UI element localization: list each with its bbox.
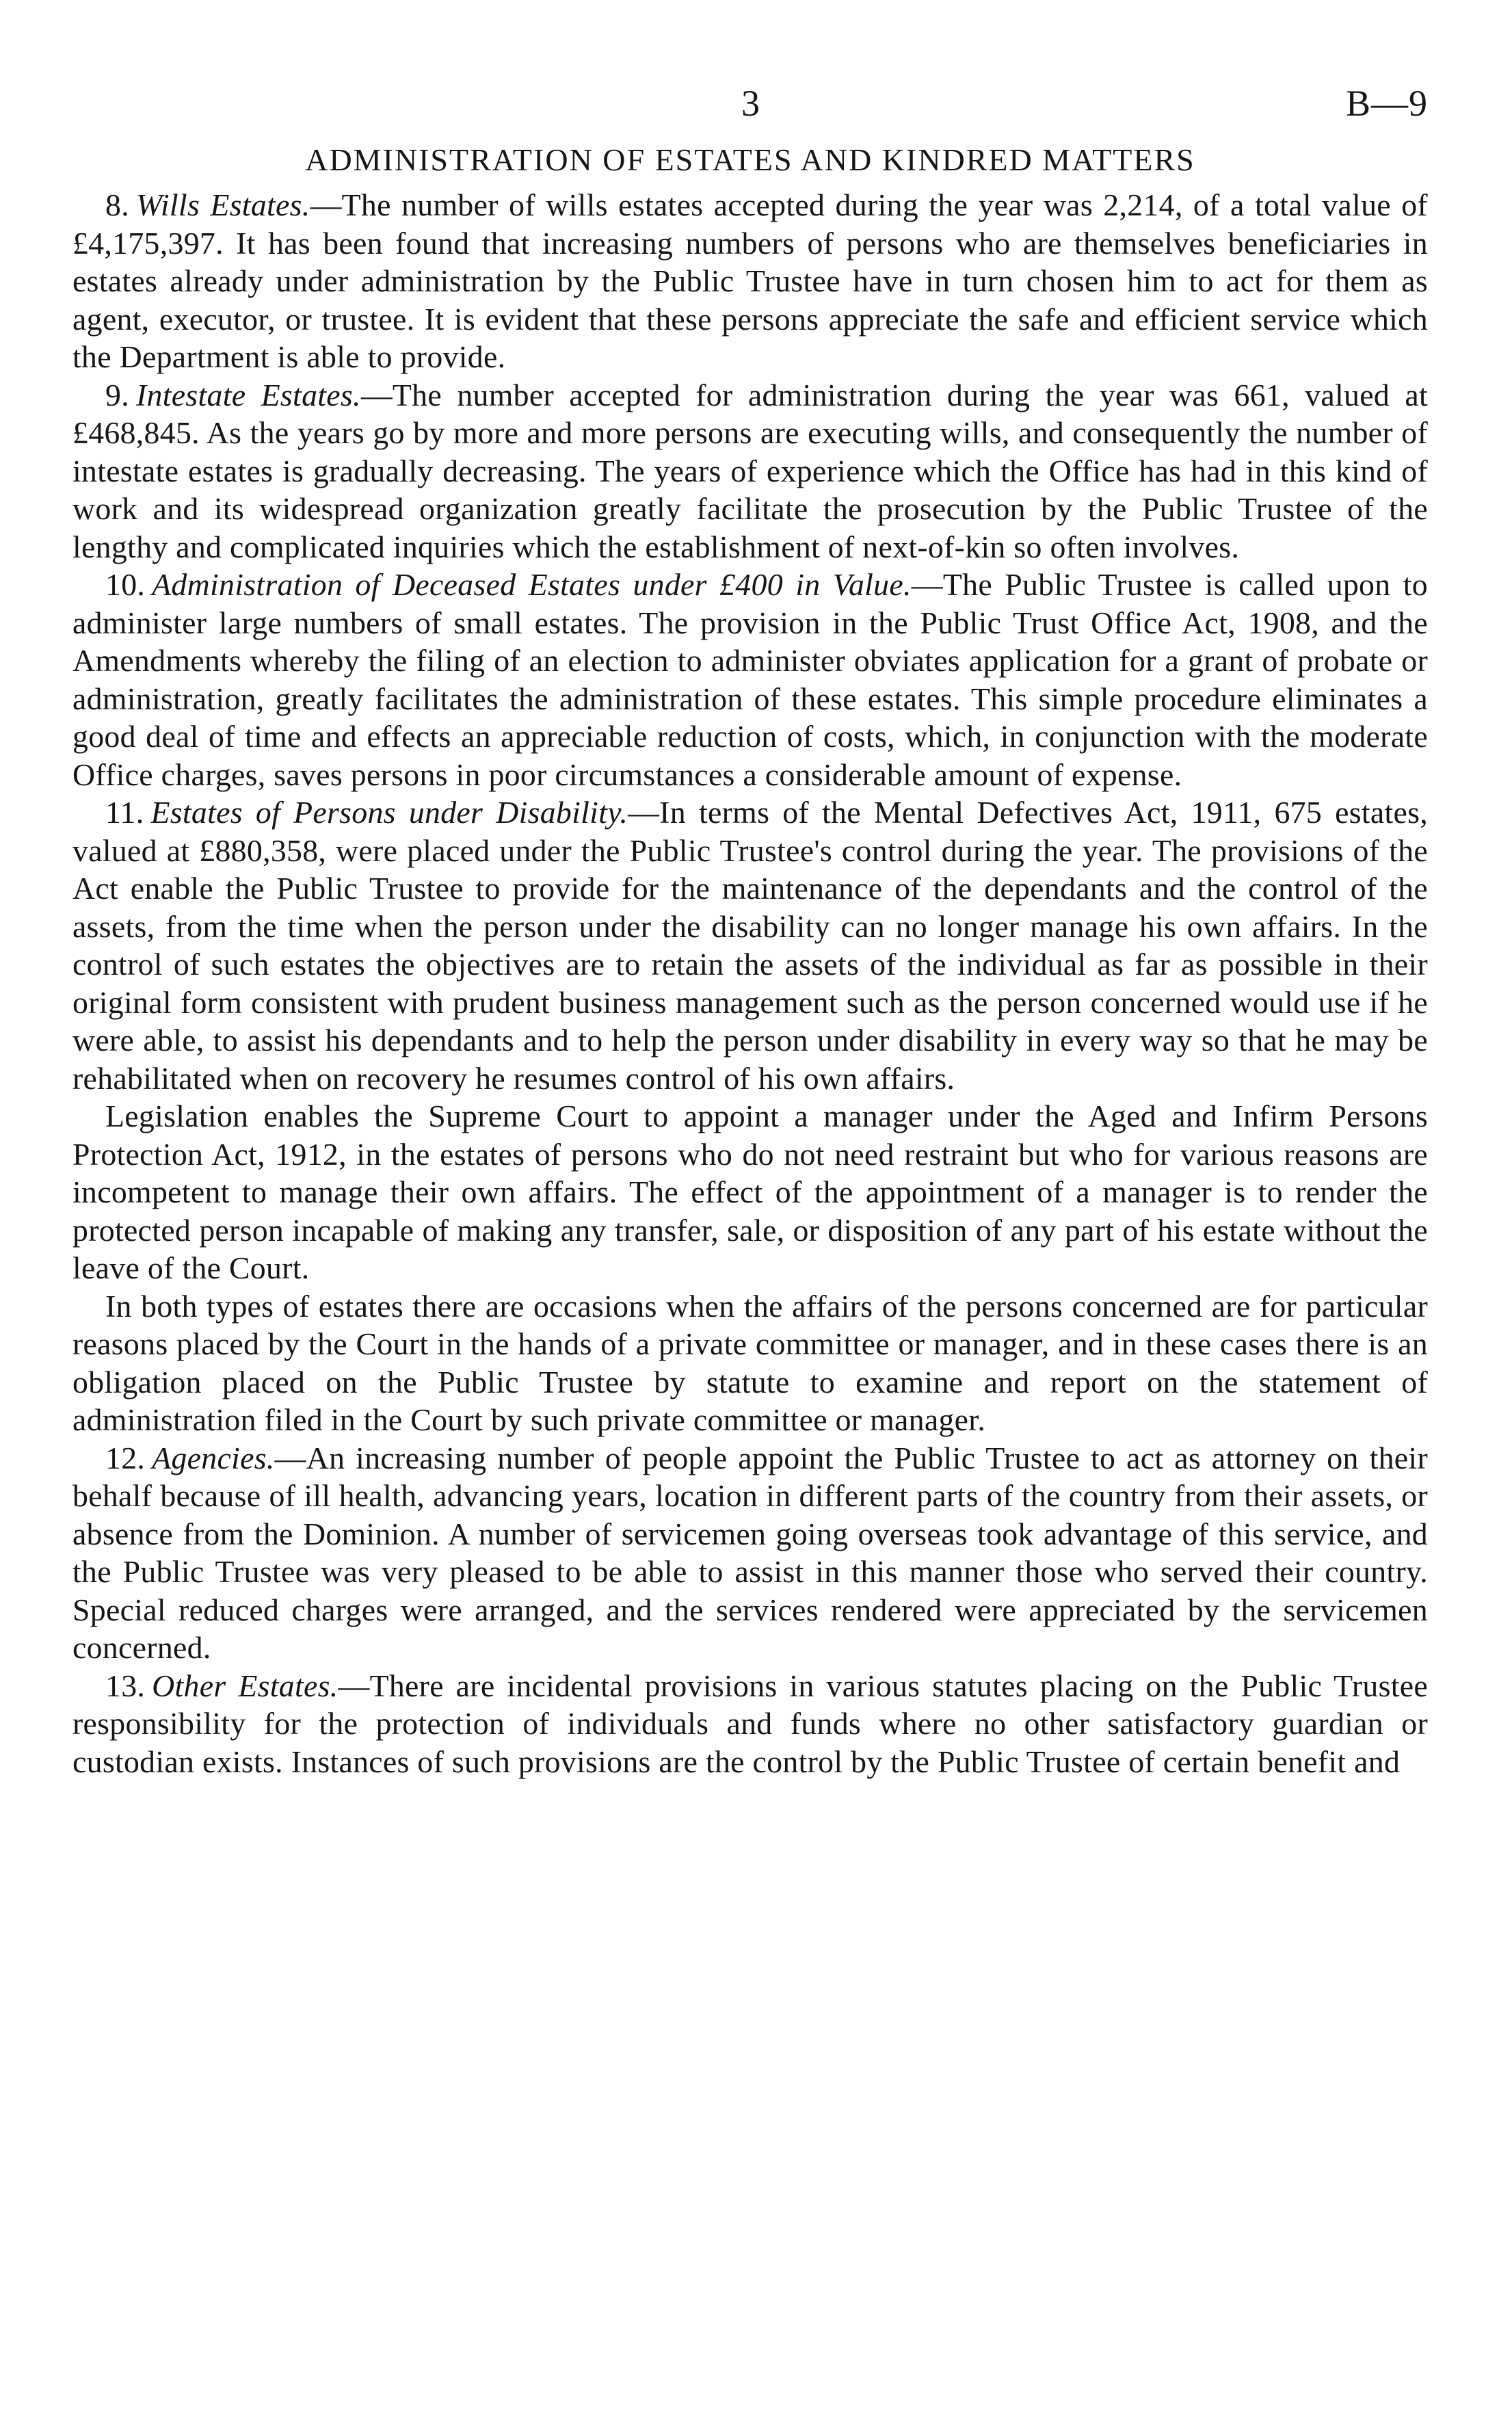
paragraph-number: 11. [105,795,144,830]
paragraph-text: —The number of wills estates accepted during the year was 2,214, of a total value of £4,175,397. It has been found that increasing numbers of persons who are themselves beneficiaries in estates already under administration by the Public Trustee have in turn chosen him to act for them as agent, executor, or trustee. It is evident that these persons appreciate the safe and efficient service which the Department is able to provide. [72,187,1428,374]
paragraph-legislation [72,1097,1428,1287]
paragraph-heading: Wills Estates. [135,187,310,222]
paragraph-number: 10. [105,567,146,602]
paragraph-text: —An increasing number of people appoint the Public Trustee to act as attorney on their behalf because of ill health, advancing years, location in different parts of the country from their assets, or absence from the Dominion. A number of servicemen going overseas took advantage of this service, and the Public Trustee was very pleased to be able to assist in this manner those who served their country. Special reduced charges were arranged, and the services rendered were appreciated by the servicemen concerned. [72,1440,1428,1665]
paragraph-text: —There are incidental provisions in various statutes placing on the Public Trustee responsibility for the protection of individuals and funds where no other satisfactory guardian or custodian exists. Instances of such provisions are the control by the Public Trustee of certain benefit and [72,1668,1428,1779]
paragraph-text: Legislation enables the Supreme Court to appoint a manager under the Aged and Infirm Persons Protection Act, 1912, in the estates of persons who do not need restraint but who for various reasons are incompetent to manage their own affairs. The effect of the appointment of a manager is to render the protected person incapable of making any transfer, sale, or disposition of any part of his estate without the leave of the Court. [72,1099,1428,1285]
paragraph-8-wills-estates [72,186,1428,376]
paragraph-heading: Other Estates. [152,1668,339,1703]
paragraph-both-types [72,1287,1428,1439]
paragraph-13-other-estates [72,1667,1428,1781]
paragraph-11-persons-under-disability [72,793,1428,1097]
page-number: 3 [741,83,760,124]
paragraph-10-small-estates [72,566,1428,793]
paragraph-heading: Administration of Deceased Estates under £400 in Value. [152,567,912,602]
paragraph-heading: Intestate Estates. [135,377,361,412]
document-page [72,82,1428,1780]
paragraph-number: 8. [105,187,129,222]
paragraph-text: —The number accepted for administration during the year was 661, valued at £468,845. As the years go by more and more persons are executing wills, and consequently the number of intestate estates is gradually decreasing. The years of experience which the Office has had in this kind of work and its widespread organization greatly facilitate the prosecution by the Public Trustee of the lengthy and complicated inquiries which the establishment of next-of-kin so often involves. [72,377,1428,564]
paragraph-heading: Estates of Persons under Disability. [150,795,628,830]
paragraph-number: 12. [105,1440,146,1475]
page-header [72,82,1428,137]
series-label: B—9 [1345,83,1428,124]
paragraph-heading: Agencies. [152,1440,275,1475]
paragraph-number: 13. [105,1668,146,1703]
paragraph-text: In both types of estates there are occasions when the affairs of the persons concerned are for particular reasons placed by the Court in the hands of a private committee or manager, and in these cases there is an obligation placed on the Public Trustee by statute to examine and report on the statement of administration filed in the Court by such private committee or manager. [72,1288,1428,1437]
paragraph-12-agencies [72,1439,1428,1667]
paragraph-text: —In terms of the Mental Defectives Act, 1911, 675 estates, valued at £880,358, were placed under the Public Trustee's control during the year. The provisions of the Act enable the Public Trustee to provide for the maintenance of the dependants and the control of the assets, from the time when the person under the disability can no longer manage his own affairs. In the control of such estates the objectives are to retain the assets of the individual as far as possible in their original form consistent with prudent business management such as the person concerned would use if he were able, to assist his dependants and to help the person under disability in every way so that he may be rehabilitated when on recovery he resumes control of his own affairs. [72,795,1429,1096]
paragraph-number: 9. [105,377,129,412]
section-title: ADMINISTRATION OF ESTATES AND KINDRED MATTERS [305,142,1195,177]
paragraph-9-intestate-estates [72,376,1428,566]
paragraph-text: —The Public Trustee is called upon to administer large numbers of small estates. The provision in the Public Trust Office Act, 1908, and the Amendments whereby the filing of an election to administer obviates application for a grant of probate or administration, greatly facilitates the administration of these estates. This simple procedure eliminates a good deal of time and effects an appreciable reduction of costs, which, in conjunction with the moderate Office charges, saves persons in poor circumstances a considerable amount of expense. [72,567,1428,792]
